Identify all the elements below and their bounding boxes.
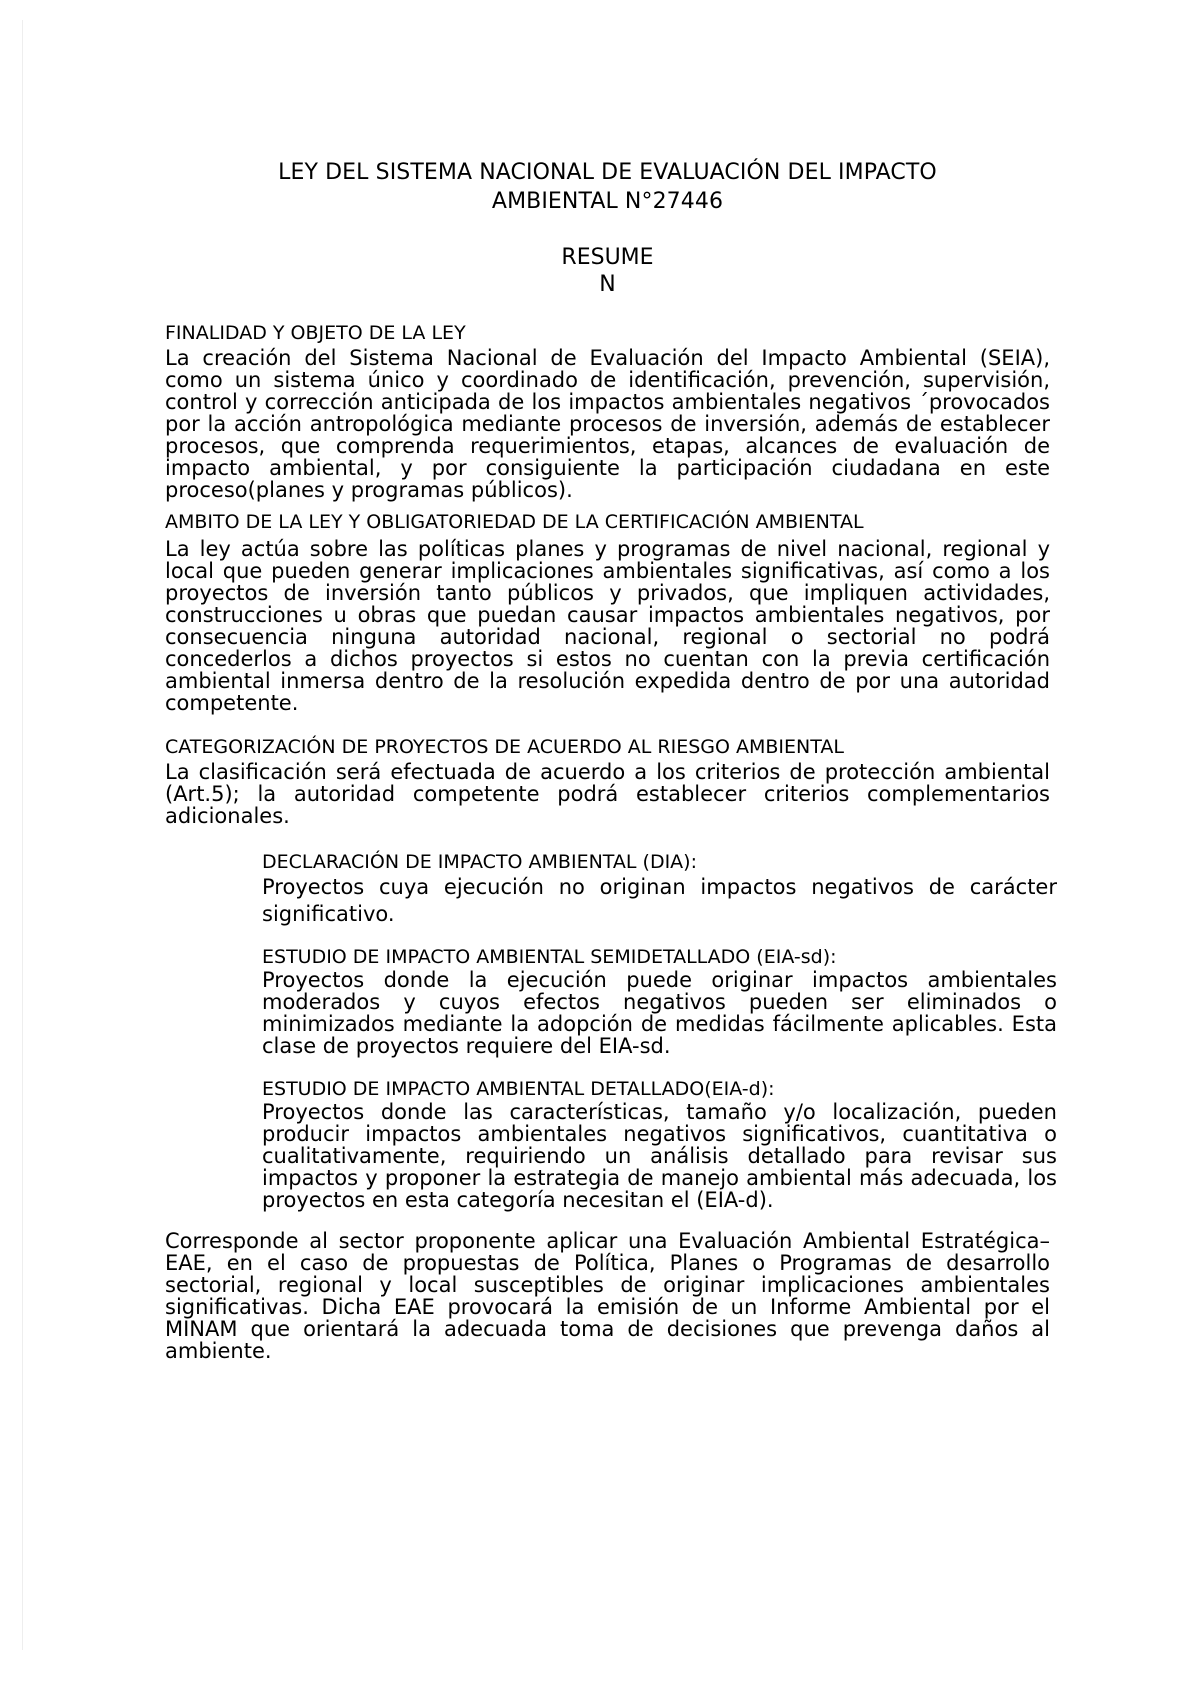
section-heading-categorizacion: CATEGORIZACIÓN DE PROYECTOS DE ACUERDO AL RIESGO AMBIENTAL — [165, 736, 844, 758]
document-title — [165, 158, 1050, 216]
category-heading-eia-sd: ESTUDIO DE IMPACTO AMBIENTAL SEMIDETALLADO (EIA-sd): — [262, 946, 837, 968]
category-body-eia-sd: Proyectos donde la ejecución puede originar impactos ambientales moderados y cuyos efectos negativos pueden ser eliminados o minimizados mediante la adopción de medidas fácilmente aplicables. Esta clase de proyectos requiere del EIA-sd. — [262, 968, 1057, 1058]
section-body-ambito: La ley actúa sobre las políticas planes y programas de nivel nacional, regional y local que pueden generar implicaciones ambientales significativas, así como a los proyectos de inversión tanto públicos y privados, que impliquen actividades, construcciones u obras que puedan causar impactos ambientales negativos, por consecuencia ninguna autoridad nacional, regional o sectorial no podrá concederlos a dichos proyectos si estos no cuentan con la previa certificación ambiental inmersa dentro de la resolución expedida dentro de por una autoridad competente. — [165, 537, 1050, 715]
closing-paragraph: Corresponde al sector proponente aplicar una Evaluación Ambiental Estratégica– EAE, en el caso de propuestas de Política, Planes o Programas de desarrollo sectorial, regional y local susceptibles de originar implicaciones ambientales significativas. Dicha EAE provocará la emisión de un Informe Ambiental por el MINAM que orientará la adecuada toma de decisiones que prevenga daños al ambiente. — [165, 1229, 1050, 1363]
section-body-categorizacion: La clasificación será efectuada de acuerdo a los criterios de protección ambiental (Art.5); la autoridad competente podrá establecer criterios complementarios adicionales. — [165, 760, 1050, 828]
category-body-eia-d: Proyectos donde las características, tamaño y/o localización, pueden producir impactos ambientales negativos significativos, cuantitativa o cualitativamente, requiriendo un análisis detallado para revisar sus impactos y proponer la estrategia de manejo ambiental más adecuada, los proyectos en esta categoría necesitan el (EIA-d). — [262, 1100, 1057, 1212]
category-heading-dia: DECLARACIÓN DE IMPACTO AMBIENTAL (DIA): — [262, 851, 697, 873]
section-body-finalidad: La creación del Sistema Nacional de Evaluación del Impacto Ambiental (SEIA), como un sistema único y coordinado de identificación, prevención, supervisión, control y corrección anticipada de los impactos ambientales negativos ´provocados por la acción antropológica mediante procesos de inversión, además de establecer procesos, que comprenda requerimientos, etapas, alcances de evaluación de impacto ambiental, y por consiguiente la participación ciudadana en este proceso(planes y programas públicos). — [165, 346, 1050, 502]
title-line-2: AMBIENTAL N°27446 — [491, 189, 724, 214]
section-heading-ambito: AMBITO DE LA LEY Y OBLIGATORIEDAD DE LA CERTIFICACIÓN AMBIENTAL — [165, 511, 864, 533]
page-edge — [22, 20, 23, 1650]
category-body-dia: Proyectos cuya ejecución no originan impactos negativos de carácter significativo. — [262, 875, 1057, 926]
document-body — [165, 158, 1057, 1363]
category-list — [262, 850, 1057, 1211]
summary-label: RESUMEN — [561, 245, 654, 297]
section-heading-finalidad: FINALIDAD Y OBJETO DE LA LEY — [165, 322, 466, 344]
title-line-1: LEY DEL SISTEMA NACIONAL DE EVALUACIÓN DEL IMPACTO — [278, 160, 937, 185]
category-heading-eia-d: ESTUDIO DE IMPACTO AMBIENTAL DETALLADO(EIA-d): — [262, 1078, 775, 1100]
